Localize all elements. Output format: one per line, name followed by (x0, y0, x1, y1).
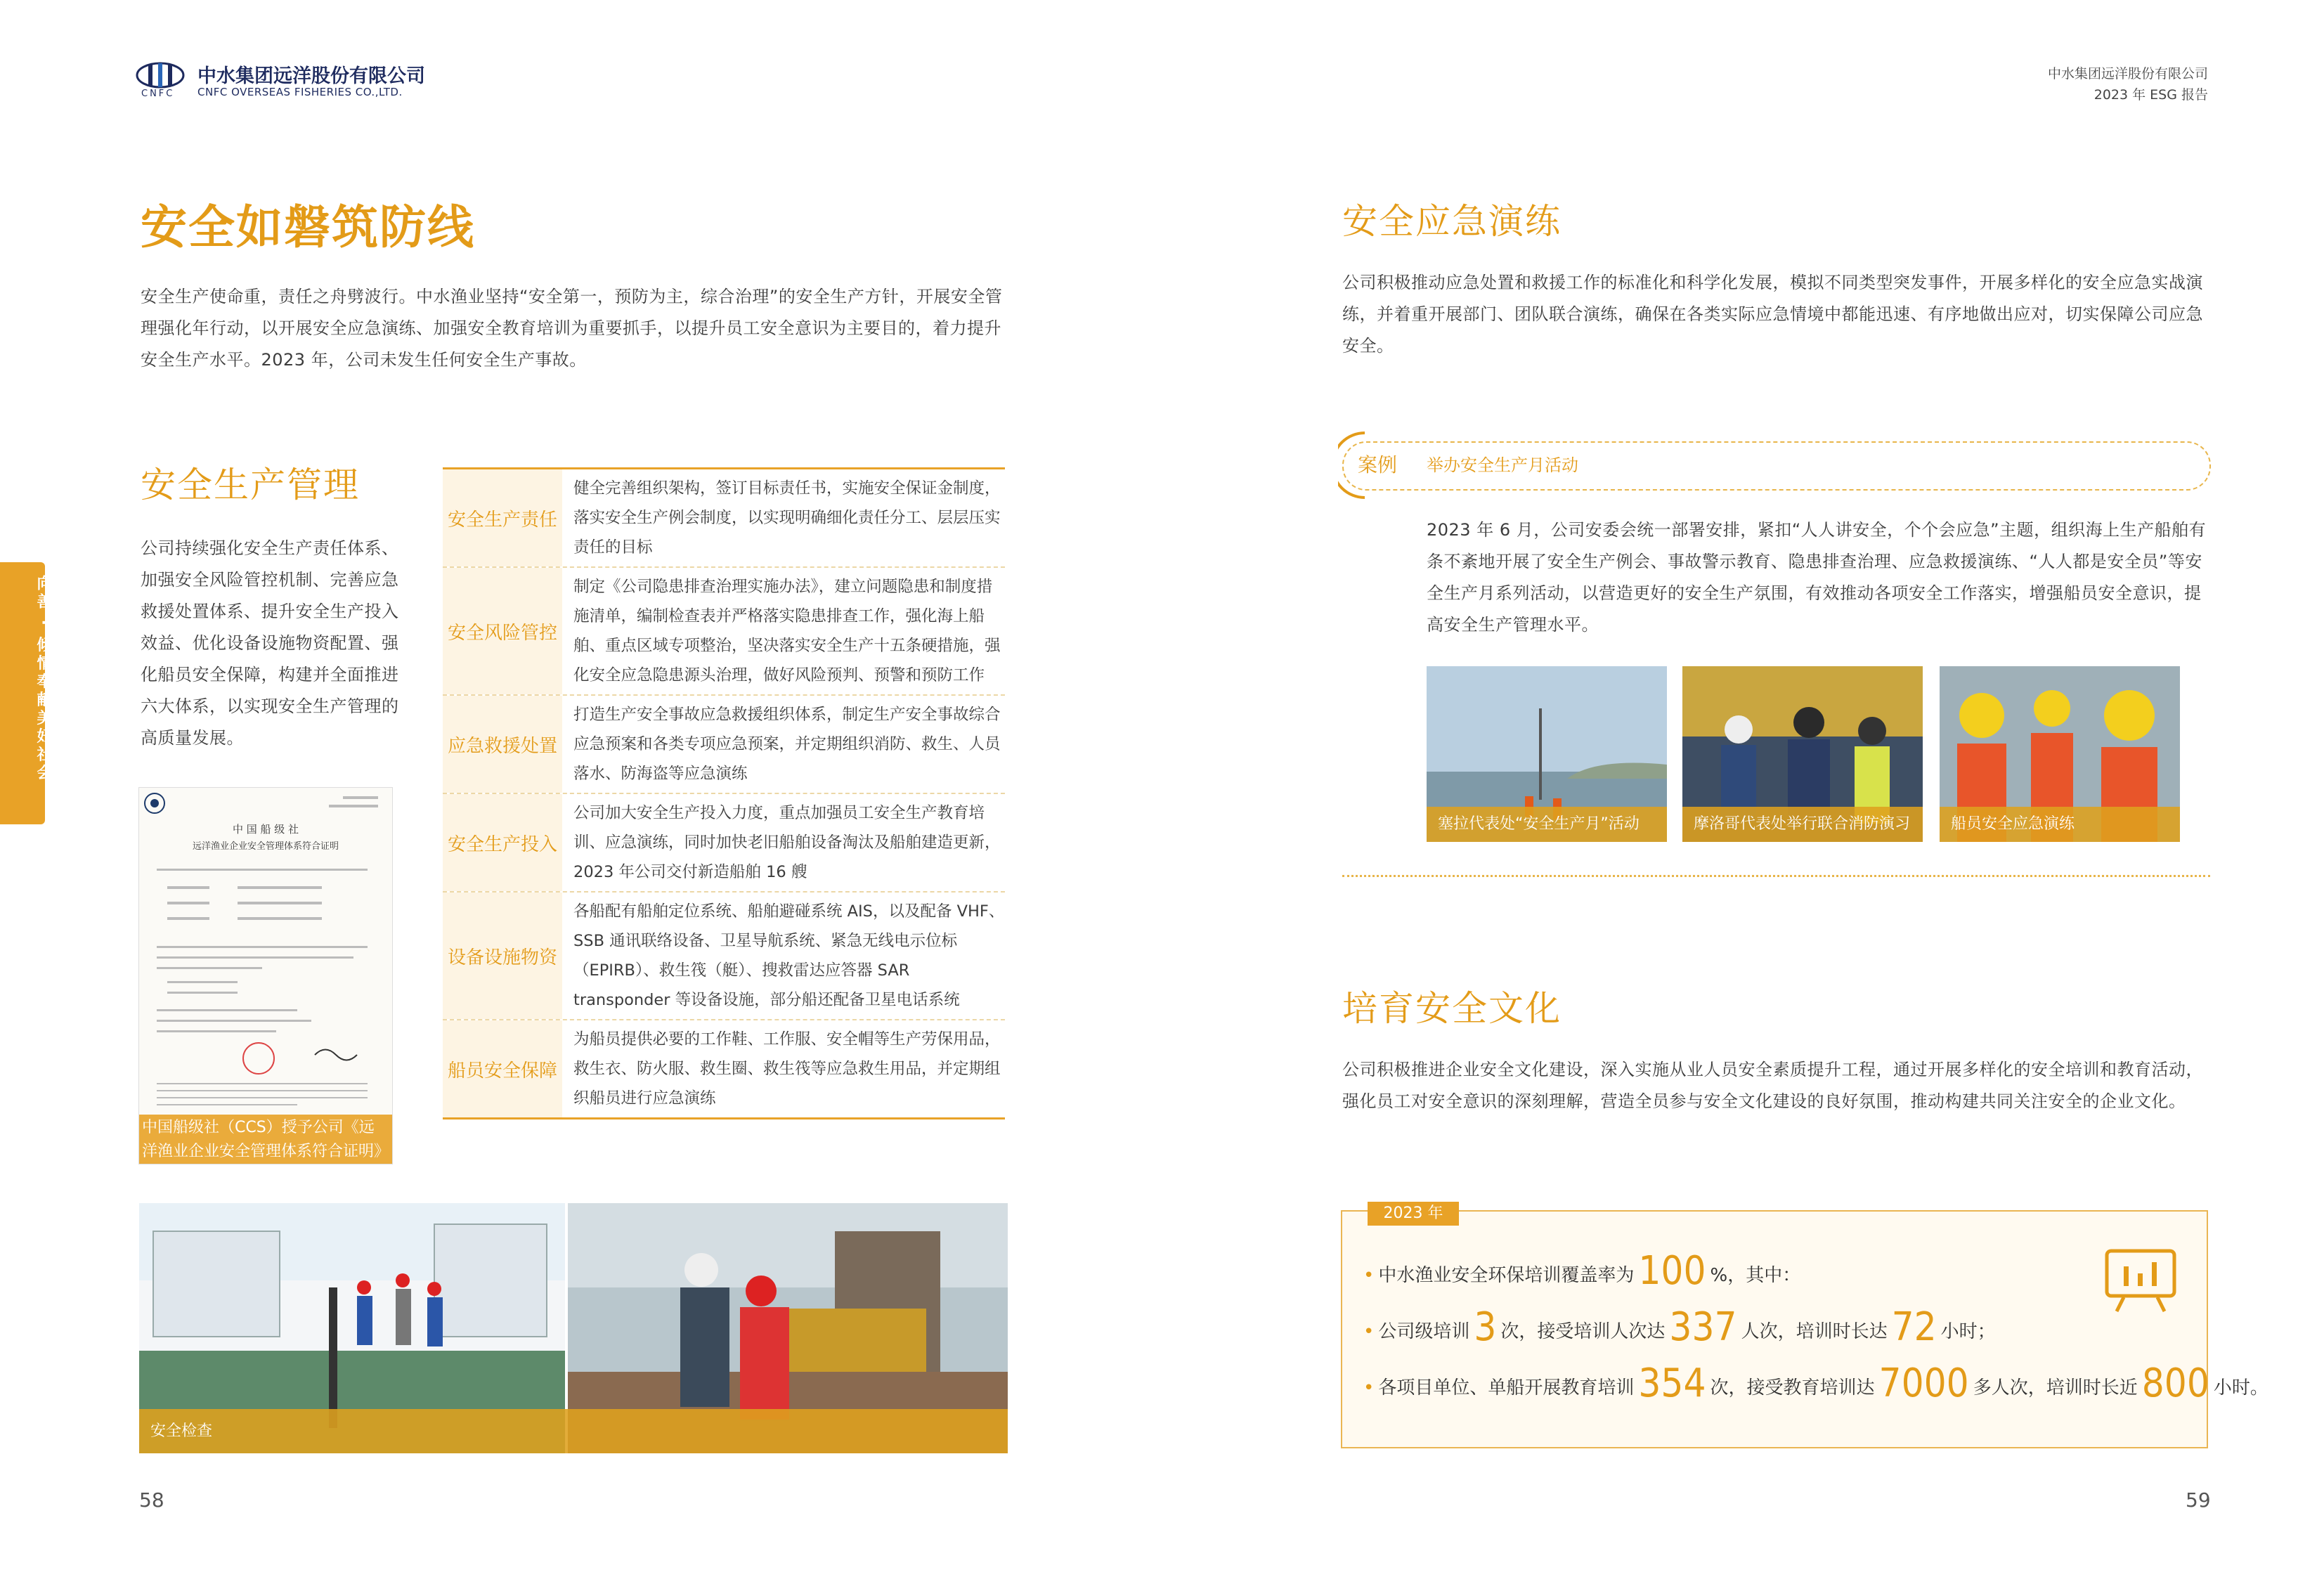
table-row (443, 794, 1005, 893)
stat-number: 337 (1669, 1304, 1737, 1350)
row-description: 各船配有船舶定位系统、船舶避碰系统 AIS，以及配备 VHF、SSB 通讯联络设备、卫星导航系统、紧急无线电示位标（EPIRB）、救生筏（艇）、搜救雷达应答器 SAR transponder 等设备设施，部分船还配备卫星电话系统 (573, 902, 1005, 1009)
row-category: 船员安全保障 (443, 1020, 562, 1117)
row-description: 打造生产安全事故应急救援组织体系，制定生产安全事故综合应急预案和各类专项应急预案，并定期组织消防、救生、人员落水、防海盗等应急演练 (573, 706, 1001, 783)
safety-check-caption: 安全检查 (150, 1422, 213, 1440)
case-photo-caption: 塞拉代表处“安全生产月”活动 (1438, 815, 1640, 833)
stat-text: 次，接受培训人次达 (1500, 1321, 1666, 1342)
page-number-right: 59 (2186, 1488, 2211, 1512)
row-category: 设备设施物资 (443, 893, 562, 1019)
stat-text: 小时； (1940, 1321, 1996, 1342)
stat-number: 7000 (1878, 1361, 1969, 1406)
stat-number: 800 (2141, 1361, 2209, 1406)
presentation-chart-icon (2103, 1248, 2179, 1314)
case-photo-3 (1940, 666, 2180, 842)
stat-line-company: • 公司级培训 3 次，接受培训人次达 337 人次，培训时长达 72 小时； (1363, 1304, 1996, 1350)
case-photo-caption-band (1940, 807, 2180, 842)
row-description: 为船员提供必要的工作鞋、工作服、安全帽等生产劳保用品，救生衣、防火服、救生圈、救生筏等应急救生用品，并定期组织船员进行应急演练 (573, 1030, 1001, 1108)
certificate-document-icon (139, 788, 392, 1118)
row-category: 安全风险管控 (443, 568, 562, 694)
report-company: 中水集团远洋股份有限公司 (2047, 66, 2208, 82)
stat-number: 3 (1474, 1304, 1497, 1350)
intro-paragraph: 安全生产使命重，责任之舟劈波行。中水渔业坚持“安全第一，预防为主，综合治理”的安全生产方针，开展安全管理强化年行动，以开展安全应急演练、加强安全教育培训为重要抓手，以提升员工安全意识为主要目的，着力提升安全生产水平。2023 年，公司未发生任何安全生产事故。 (141, 287, 1003, 370)
report-title: 2023 年 ESG 报告 (2093, 87, 2208, 103)
row-category: 安全生产责任 (443, 469, 562, 566)
section-side-tab (0, 562, 52, 824)
table-row (443, 469, 1005, 568)
drill-paragraph: 公司积极推动应急处置和救援工作的标准化和科学化发展，模拟不同类型突发事件，开展多样化的安全应急实战演练，并着重开展部门、团队联合演练，确保在各类实际应急情境中都能迅速、有序地做出应对，切实保障公司应急安全。 (1342, 273, 2203, 356)
row-description: 公司加大安全生产投入力度，重点加强员工安全生产教育培训、应急演练，同时加快老旧船舶设备淘汰及船舶建造更新，2023 年公司交付新造船舶 16 艘 (573, 804, 1001, 881)
row-description: 健全完善组织架构，签订目标责任书，实施安全保证金制度，落实安全生产例会制度，以实现明确细化责任分工、层层压实责任的目标 (573, 479, 1001, 557)
case-label: 案例 (1358, 453, 1398, 476)
side-tab-label: 向善 · 倾情奉献美好社会 (34, 575, 52, 783)
case-photo-caption: 摩洛哥代表处举行联合消防演习 (1694, 815, 1911, 833)
row-category: 应急救援处置 (443, 696, 562, 793)
report-header (2048, 63, 2208, 105)
case-photo-caption-band (1427, 807, 1667, 842)
table-row (443, 1020, 1005, 1117)
certificate-caption: 中国船级社（CCS）授予公司《远洋渔业企业安全管理体系符合证明》 (139, 1115, 392, 1164)
stat-line-coverage: • 中水渔业安全环保培训覆盖率为 100 %，其中： (1363, 1248, 1801, 1294)
stats-year-tag: 2023 年 (1368, 1202, 1459, 1226)
culture-paragraph: 公司积极推进企业安全文化建设，深入实施从业人员安全素质提升工程，通过开展多样化的安全培训和教育活动，强化员工对安全意识的深刻理解，营造全员参与安全文化建设的良好氛围，推动构建共同关注安全的企业文化。 (1342, 1060, 2203, 1111)
case-paragraph: 2023 年 6 月，公司安委会统一部署安排，紧扣“人人讲安全，个个会应急”主题，组织海上生产船舶有条不紊地开展了安全生产例会、事故警示教育、隐患排查治理、应急救援演练、“人人都是安全员”等安全生产月系列活动，以营造更好的安全生产氛围，有效推动各项安全工作落实，增强船员安全意识，提高安全生产管理水平。 (1427, 520, 2207, 635)
page-title: 安全如磐筑防线 (141, 200, 475, 254)
case-header (1342, 441, 2211, 491)
stat-text: 各项目单位、单船开展教育培训 (1378, 1377, 1635, 1398)
table-row (443, 696, 1005, 794)
training-stats-box (1341, 1205, 2268, 1448)
company-logo (136, 59, 445, 101)
mgmt-paragraph: 公司持续强化安全生产责任体系、加强安全风险管控机制、完善应急救援处置体系、提升安全生产投入效益、优化设备设施物资配置、强化船员安全保障，构建并全面推进六大体系，以实现安全生产管理的高质量发展。 (141, 538, 399, 748)
case-photo-caption-band (1682, 807, 1923, 842)
logo-abbrev: CNFC (141, 89, 175, 99)
certificate-doc-title: 中 国 船 级 社 (232, 823, 299, 836)
row-category: 安全生产投入 (443, 794, 562, 891)
stat-text: 多人次，培训时长近 (1973, 1377, 2138, 1398)
stat-line-units: • 各项目单位、单船开展教育培训 354 次，接受教育培训达 7000 多人次，培训时长近 800 小时。 (1363, 1361, 2268, 1406)
mgmt-table (443, 467, 1005, 1120)
company-name-cn: 中水集团远洋股份有限公司 (197, 65, 425, 87)
cnfc-logo-icon (136, 62, 185, 89)
certificate-doc-subtitle: 远洋渔业企业安全管理体系符合证明 (192, 841, 339, 852)
page-number-left: 58 (139, 1488, 164, 1512)
stat-text: 人次，培训时长达 (1741, 1321, 1888, 1342)
section-divider (1342, 875, 2210, 877)
mgmt-heading: 安全生产管理 (141, 465, 360, 505)
stat-number: 354 (1638, 1361, 1706, 1406)
company-name-en: CNFC OVERSEAS FISHERIES CO.,LTD. (197, 86, 403, 98)
row-description: 制定《公司隐患排查治理实施办法》，建立问题隐患和制度措施清单，编制检查表并严格落实隐患排查工作，强化海上船舶、重点区域专项整治，坚决落实安全生产十五条硬措施，强化安全应急隐患源头治理，做好风险预判、预警和预防工作 (573, 578, 1001, 684)
stat-text: 公司级培训 (1378, 1321, 1470, 1342)
stat-text: 中水渔业安全环保培训覆盖率为 (1378, 1265, 1635, 1286)
stat-number: 100 (1638, 1248, 1706, 1294)
stat-text: %，其中： (1710, 1265, 1801, 1286)
table-row (443, 568, 1005, 696)
drill-heading: 安全应急演练 (1342, 201, 1562, 242)
ccs-certificate-image (138, 787, 393, 1164)
case-photo-1 (1427, 666, 1667, 842)
culture-heading: 培育安全文化 (1342, 988, 1562, 1029)
case-photo-caption: 船员安全应急演练 (1951, 815, 2075, 833)
table-row (443, 893, 1005, 1020)
safety-check-caption-band (139, 1409, 1008, 1453)
case-photo-2 (1682, 666, 1923, 842)
stat-number: 72 (1891, 1304, 1937, 1350)
case-title: 举办安全生产月活动 (1427, 455, 1578, 475)
stat-text: 次，接受教育培训达 (1710, 1377, 1875, 1398)
stat-text: 小时。 (2213, 1377, 2268, 1398)
